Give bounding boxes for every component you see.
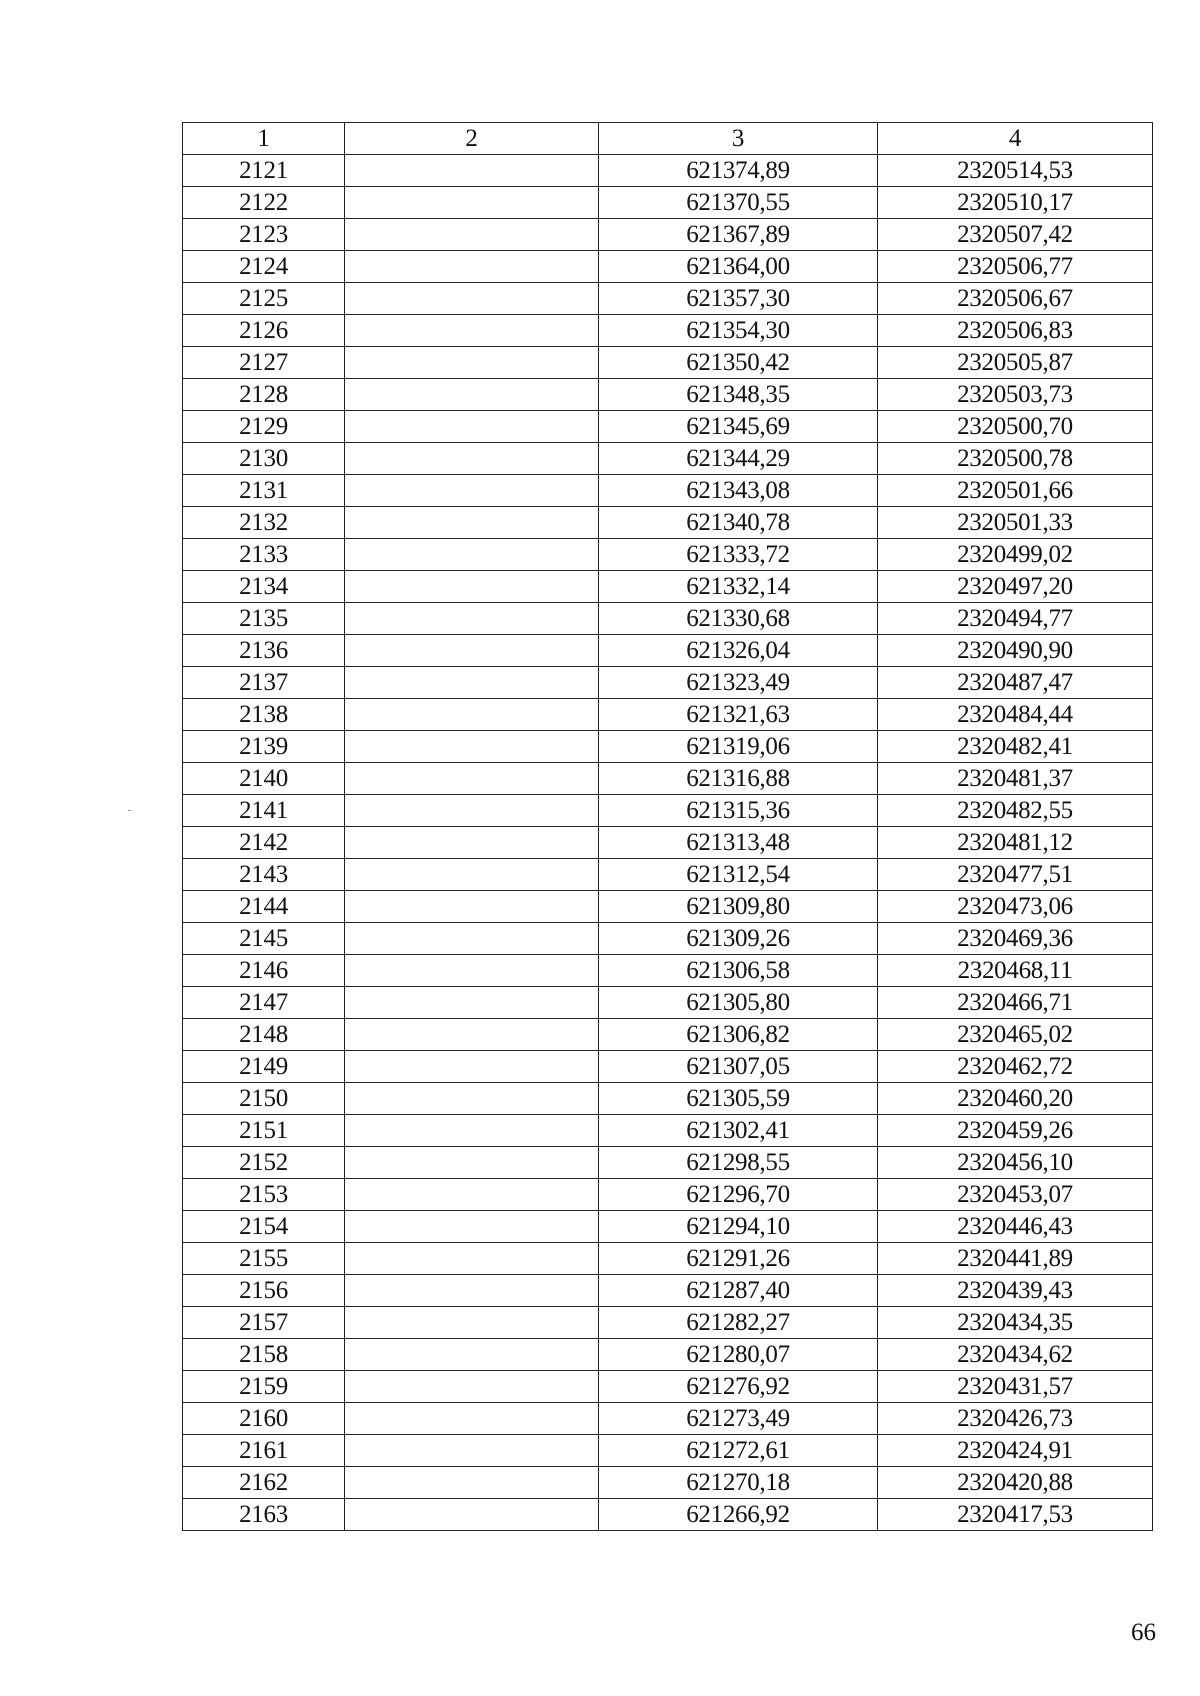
table-cell-col-4: 2320468,11 (878, 955, 1153, 987)
table-cell-col-1: 2151 (183, 1115, 345, 1147)
table-row (183, 507, 1153, 539)
table-cell-col-3: 621296,70 (599, 1179, 878, 1211)
table-cell-col-1: 2159 (183, 1371, 345, 1403)
table-cell-col-2 (345, 1307, 599, 1339)
table-cell-col-1: 2146 (183, 955, 345, 987)
table-cell-col-4: 2320459,26 (878, 1115, 1153, 1147)
table-body (183, 155, 1153, 1531)
table-cell-col-3: 621348,35 (599, 379, 878, 411)
table-row (183, 219, 1153, 251)
table-cell-col-2 (345, 891, 599, 923)
table-cell-col-1: 2134 (183, 571, 345, 603)
table-cell-col-4: 2320501,33 (878, 507, 1153, 539)
table-cell-col-3: 621315,36 (599, 795, 878, 827)
table-cell-col-3: 621270,18 (599, 1467, 878, 1499)
table-row (183, 795, 1153, 827)
table-cell-col-1: 2148 (183, 1019, 345, 1051)
table-cell-col-4: 2320510,17 (878, 187, 1153, 219)
table-cell-col-2 (345, 1115, 599, 1147)
table-header (183, 123, 1153, 155)
table-cell-col-2 (345, 1211, 599, 1243)
table-cell-col-1: 2129 (183, 411, 345, 443)
table-cell-col-4: 2320473,06 (878, 891, 1153, 923)
table-cell-col-4: 2320453,07 (878, 1179, 1153, 1211)
table-cell-col-4: 2320481,37 (878, 763, 1153, 795)
table-row (183, 635, 1153, 667)
table-cell-col-4: 2320426,73 (878, 1403, 1153, 1435)
table-cell-col-2 (345, 1147, 599, 1179)
table-cell-col-4: 2320514,53 (878, 155, 1153, 187)
table-row (183, 859, 1153, 891)
table-cell-col-3: 621364,00 (599, 251, 878, 283)
table-cell-col-1: 2144 (183, 891, 345, 923)
table-row (183, 731, 1153, 763)
table-cell-col-2 (345, 667, 599, 699)
table-cell-col-4: 2320494,77 (878, 603, 1153, 635)
table-cell-col-3: 621321,63 (599, 699, 878, 731)
table-cell-col-2 (345, 1179, 599, 1211)
table-cell-col-1: 2160 (183, 1403, 345, 1435)
table-cell-col-1: 2145 (183, 923, 345, 955)
table-cell-col-2 (345, 699, 599, 731)
table-cell-col-1: 2122 (183, 187, 345, 219)
table-cell-col-3: 621316,88 (599, 763, 878, 795)
table-row (183, 923, 1153, 955)
table-cell-col-2 (345, 1467, 599, 1499)
table-row (183, 411, 1153, 443)
header-row (183, 123, 1153, 155)
table-cell-col-1: 2124 (183, 251, 345, 283)
column-header-1: 1 (183, 123, 345, 155)
table-row (183, 1019, 1153, 1051)
table-row (183, 1147, 1153, 1179)
table-cell-col-4: 2320439,43 (878, 1275, 1153, 1307)
column-header-4: 4 (878, 123, 1153, 155)
table-cell-col-2 (345, 315, 599, 347)
table-cell-col-4: 2320469,36 (878, 923, 1153, 955)
table-cell-col-1: 2149 (183, 1051, 345, 1083)
table-cell-col-3: 621306,82 (599, 1019, 878, 1051)
table-row (183, 187, 1153, 219)
table-cell-col-1: 2150 (183, 1083, 345, 1115)
table-cell-col-4: 2320506,67 (878, 283, 1153, 315)
table-cell-col-1: 2125 (183, 283, 345, 315)
table-row (183, 827, 1153, 859)
table-cell-col-3: 621306,58 (599, 955, 878, 987)
coordinates-table (182, 122, 1153, 1531)
table-cell-col-1: 2155 (183, 1243, 345, 1275)
table-cell-col-3: 621343,08 (599, 475, 878, 507)
table-cell-col-2 (345, 411, 599, 443)
table-cell-col-4: 2320484,44 (878, 699, 1153, 731)
table-row (183, 475, 1153, 507)
column-header-3: 3 (599, 123, 878, 155)
table-cell-col-2 (345, 379, 599, 411)
table-cell-col-2 (345, 987, 599, 1019)
table-cell-col-2 (345, 731, 599, 763)
table-cell-col-3: 621370,55 (599, 187, 878, 219)
table-cell-col-1: 2157 (183, 1307, 345, 1339)
table-cell-col-2 (345, 763, 599, 795)
table-cell-col-4: 2320499,02 (878, 539, 1153, 571)
table-cell-col-2 (345, 1339, 599, 1371)
table-cell-col-3: 621309,26 (599, 923, 878, 955)
table-row (183, 1051, 1153, 1083)
table-row (183, 251, 1153, 283)
table-cell-col-1: 2127 (183, 347, 345, 379)
table-cell-col-2 (345, 507, 599, 539)
table-row (183, 155, 1153, 187)
table-cell-col-3: 621309,80 (599, 891, 878, 923)
table-cell-col-3: 621294,10 (599, 1211, 878, 1243)
table-cell-col-2 (345, 155, 599, 187)
table-cell-col-1: 2143 (183, 859, 345, 891)
table-row (183, 1275, 1153, 1307)
table-row (183, 1115, 1153, 1147)
table-cell-col-1: 2156 (183, 1275, 345, 1307)
table-cell-col-4: 2320500,70 (878, 411, 1153, 443)
table-cell-col-4: 2320505,87 (878, 347, 1153, 379)
table-cell-col-4: 2320506,83 (878, 315, 1153, 347)
table-cell-col-3: 621287,40 (599, 1275, 878, 1307)
table-cell-col-3: 621291,26 (599, 1243, 878, 1275)
table-cell-col-1: 2136 (183, 635, 345, 667)
table-cell-col-2 (345, 635, 599, 667)
table-cell-col-2 (345, 187, 599, 219)
table-row (183, 1499, 1153, 1531)
table-row (183, 1307, 1153, 1339)
table-cell-col-2 (345, 283, 599, 315)
table-cell-col-4: 2320482,55 (878, 795, 1153, 827)
table-cell-col-2 (345, 1243, 599, 1275)
table-row (183, 1339, 1153, 1371)
table-cell-col-2 (345, 251, 599, 283)
table-row (183, 1435, 1153, 1467)
table-cell-col-4: 2320462,72 (878, 1051, 1153, 1083)
table-cell-col-2 (345, 1499, 599, 1531)
table-cell-col-3: 621374,89 (599, 155, 878, 187)
table-cell-col-4: 2320460,20 (878, 1083, 1153, 1115)
table-row (183, 1467, 1153, 1499)
table-cell-col-2 (345, 539, 599, 571)
table-cell-col-4: 2320420,88 (878, 1467, 1153, 1499)
table-cell-col-4: 2320431,57 (878, 1371, 1153, 1403)
table-cell-col-2 (345, 1019, 599, 1051)
table-cell-col-4: 2320507,42 (878, 219, 1153, 251)
table-cell-col-2 (345, 443, 599, 475)
table-cell-col-3: 621332,14 (599, 571, 878, 603)
table-cell-col-3: 621333,72 (599, 539, 878, 571)
table-cell-col-1: 2131 (183, 475, 345, 507)
table-cell-col-3: 621357,30 (599, 283, 878, 315)
table-cell-col-3: 621302,41 (599, 1115, 878, 1147)
table-cell-col-4: 2320506,77 (878, 251, 1153, 283)
table-row (183, 763, 1153, 795)
table-cell-col-1: 2153 (183, 1179, 345, 1211)
table-cell-col-1: 2130 (183, 443, 345, 475)
table-cell-col-3: 621313,48 (599, 827, 878, 859)
table-cell-col-4: 2320434,35 (878, 1307, 1153, 1339)
table-cell-col-3: 621340,78 (599, 507, 878, 539)
table-cell-col-1: 2152 (183, 1147, 345, 1179)
table-row (183, 1083, 1153, 1115)
table-cell-col-1: 2132 (183, 507, 345, 539)
table-cell-col-3: 621305,59 (599, 1083, 878, 1115)
table-cell-col-2 (345, 1051, 599, 1083)
scan-artifact-dot (128, 810, 131, 811)
table-cell-col-3: 621326,04 (599, 635, 878, 667)
table-cell-col-3: 621298,55 (599, 1147, 878, 1179)
table-cell-col-2 (345, 1275, 599, 1307)
table-cell-col-3: 621307,05 (599, 1051, 878, 1083)
table-row (183, 443, 1153, 475)
table-cell-col-3: 621273,49 (599, 1403, 878, 1435)
table-cell-col-4: 2320500,78 (878, 443, 1153, 475)
table-cell-col-2 (345, 827, 599, 859)
table-cell-col-4: 2320446,43 (878, 1211, 1153, 1243)
table-cell-col-2 (345, 1371, 599, 1403)
table-cell-col-3: 621344,29 (599, 443, 878, 475)
table-cell-col-3: 621367,89 (599, 219, 878, 251)
table-row (183, 955, 1153, 987)
table-cell-col-2 (345, 923, 599, 955)
table-cell-col-1: 2142 (183, 827, 345, 859)
table-row (183, 1403, 1153, 1435)
table-cell-col-1: 2158 (183, 1339, 345, 1371)
table-cell-col-4: 2320481,12 (878, 827, 1153, 859)
table-cell-col-2 (345, 1083, 599, 1115)
table-cell-col-3: 621323,49 (599, 667, 878, 699)
table-row (183, 667, 1153, 699)
table-cell-col-1: 2121 (183, 155, 345, 187)
table-cell-col-2 (345, 859, 599, 891)
table-cell-col-4: 2320424,91 (878, 1435, 1153, 1467)
table-cell-col-3: 621266,92 (599, 1499, 878, 1531)
table-cell-col-3: 621272,61 (599, 1435, 878, 1467)
table-row (183, 603, 1153, 635)
table-cell-col-2 (345, 347, 599, 379)
table-cell-col-2 (345, 219, 599, 251)
table-cell-col-2 (345, 795, 599, 827)
table-cell-col-1: 2161 (183, 1435, 345, 1467)
table-cell-col-3: 621282,27 (599, 1307, 878, 1339)
table-cell-col-4: 2320490,90 (878, 635, 1153, 667)
table-cell-col-1: 2162 (183, 1467, 345, 1499)
table-row (183, 539, 1153, 571)
table-row (183, 347, 1153, 379)
page-number: 66 (1131, 1619, 1156, 1646)
table-cell-col-2 (345, 475, 599, 507)
table-cell-col-3: 621350,42 (599, 347, 878, 379)
table-cell-col-4: 2320441,89 (878, 1243, 1153, 1275)
table-cell-col-1: 2135 (183, 603, 345, 635)
table-cell-col-1: 2137 (183, 667, 345, 699)
table-cell-col-3: 621330,68 (599, 603, 878, 635)
table-cell-col-4: 2320501,66 (878, 475, 1153, 507)
table-row (183, 1243, 1153, 1275)
table-cell-col-1: 2163 (183, 1499, 345, 1531)
table-row (183, 1371, 1153, 1403)
table-cell-col-4: 2320477,51 (878, 859, 1153, 891)
table-cell-col-4: 2320417,53 (878, 1499, 1153, 1531)
table-row (183, 379, 1153, 411)
table-row (183, 1211, 1153, 1243)
table-cell-col-1: 2133 (183, 539, 345, 571)
table-cell-col-3: 621319,06 (599, 731, 878, 763)
table-cell-col-1: 2139 (183, 731, 345, 763)
table-cell-col-3: 621345,69 (599, 411, 878, 443)
table-cell-col-3: 621354,30 (599, 315, 878, 347)
table-cell-col-4: 2320456,10 (878, 1147, 1153, 1179)
table-cell-col-1: 2141 (183, 795, 345, 827)
table-cell-col-3: 621305,80 (599, 987, 878, 1019)
table-row (183, 987, 1153, 1019)
table-cell-col-4: 2320503,73 (878, 379, 1153, 411)
table-cell-col-3: 621312,54 (599, 859, 878, 891)
table-row (183, 283, 1153, 315)
table-cell-col-2 (345, 1403, 599, 1435)
table-cell-col-4: 2320466,71 (878, 987, 1153, 1019)
table-cell-col-4: 2320434,62 (878, 1339, 1153, 1371)
table-cell-col-1: 2154 (183, 1211, 345, 1243)
table-row (183, 891, 1153, 923)
table-cell-col-1: 2123 (183, 219, 345, 251)
table-cell-col-2 (345, 1435, 599, 1467)
column-header-2: 2 (345, 123, 599, 155)
table-cell-col-2 (345, 603, 599, 635)
table-row (183, 1179, 1153, 1211)
table-cell-col-4: 2320465,02 (878, 1019, 1153, 1051)
table-cell-col-3: 621276,92 (599, 1371, 878, 1403)
table-cell-col-1: 2147 (183, 987, 345, 1019)
table-cell-col-4: 2320482,41 (878, 731, 1153, 763)
table-cell-col-2 (345, 955, 599, 987)
table-cell-col-1: 2138 (183, 699, 345, 731)
table-cell-col-1: 2140 (183, 763, 345, 795)
table-row (183, 571, 1153, 603)
table-cell-col-4: 2320497,20 (878, 571, 1153, 603)
table-cell-col-1: 2126 (183, 315, 345, 347)
table-cell-col-4: 2320487,47 (878, 667, 1153, 699)
table-cell-col-1: 2128 (183, 379, 345, 411)
table-row (183, 699, 1153, 731)
table-row (183, 315, 1153, 347)
table-cell-col-2 (345, 571, 599, 603)
table-cell-col-3: 621280,07 (599, 1339, 878, 1371)
